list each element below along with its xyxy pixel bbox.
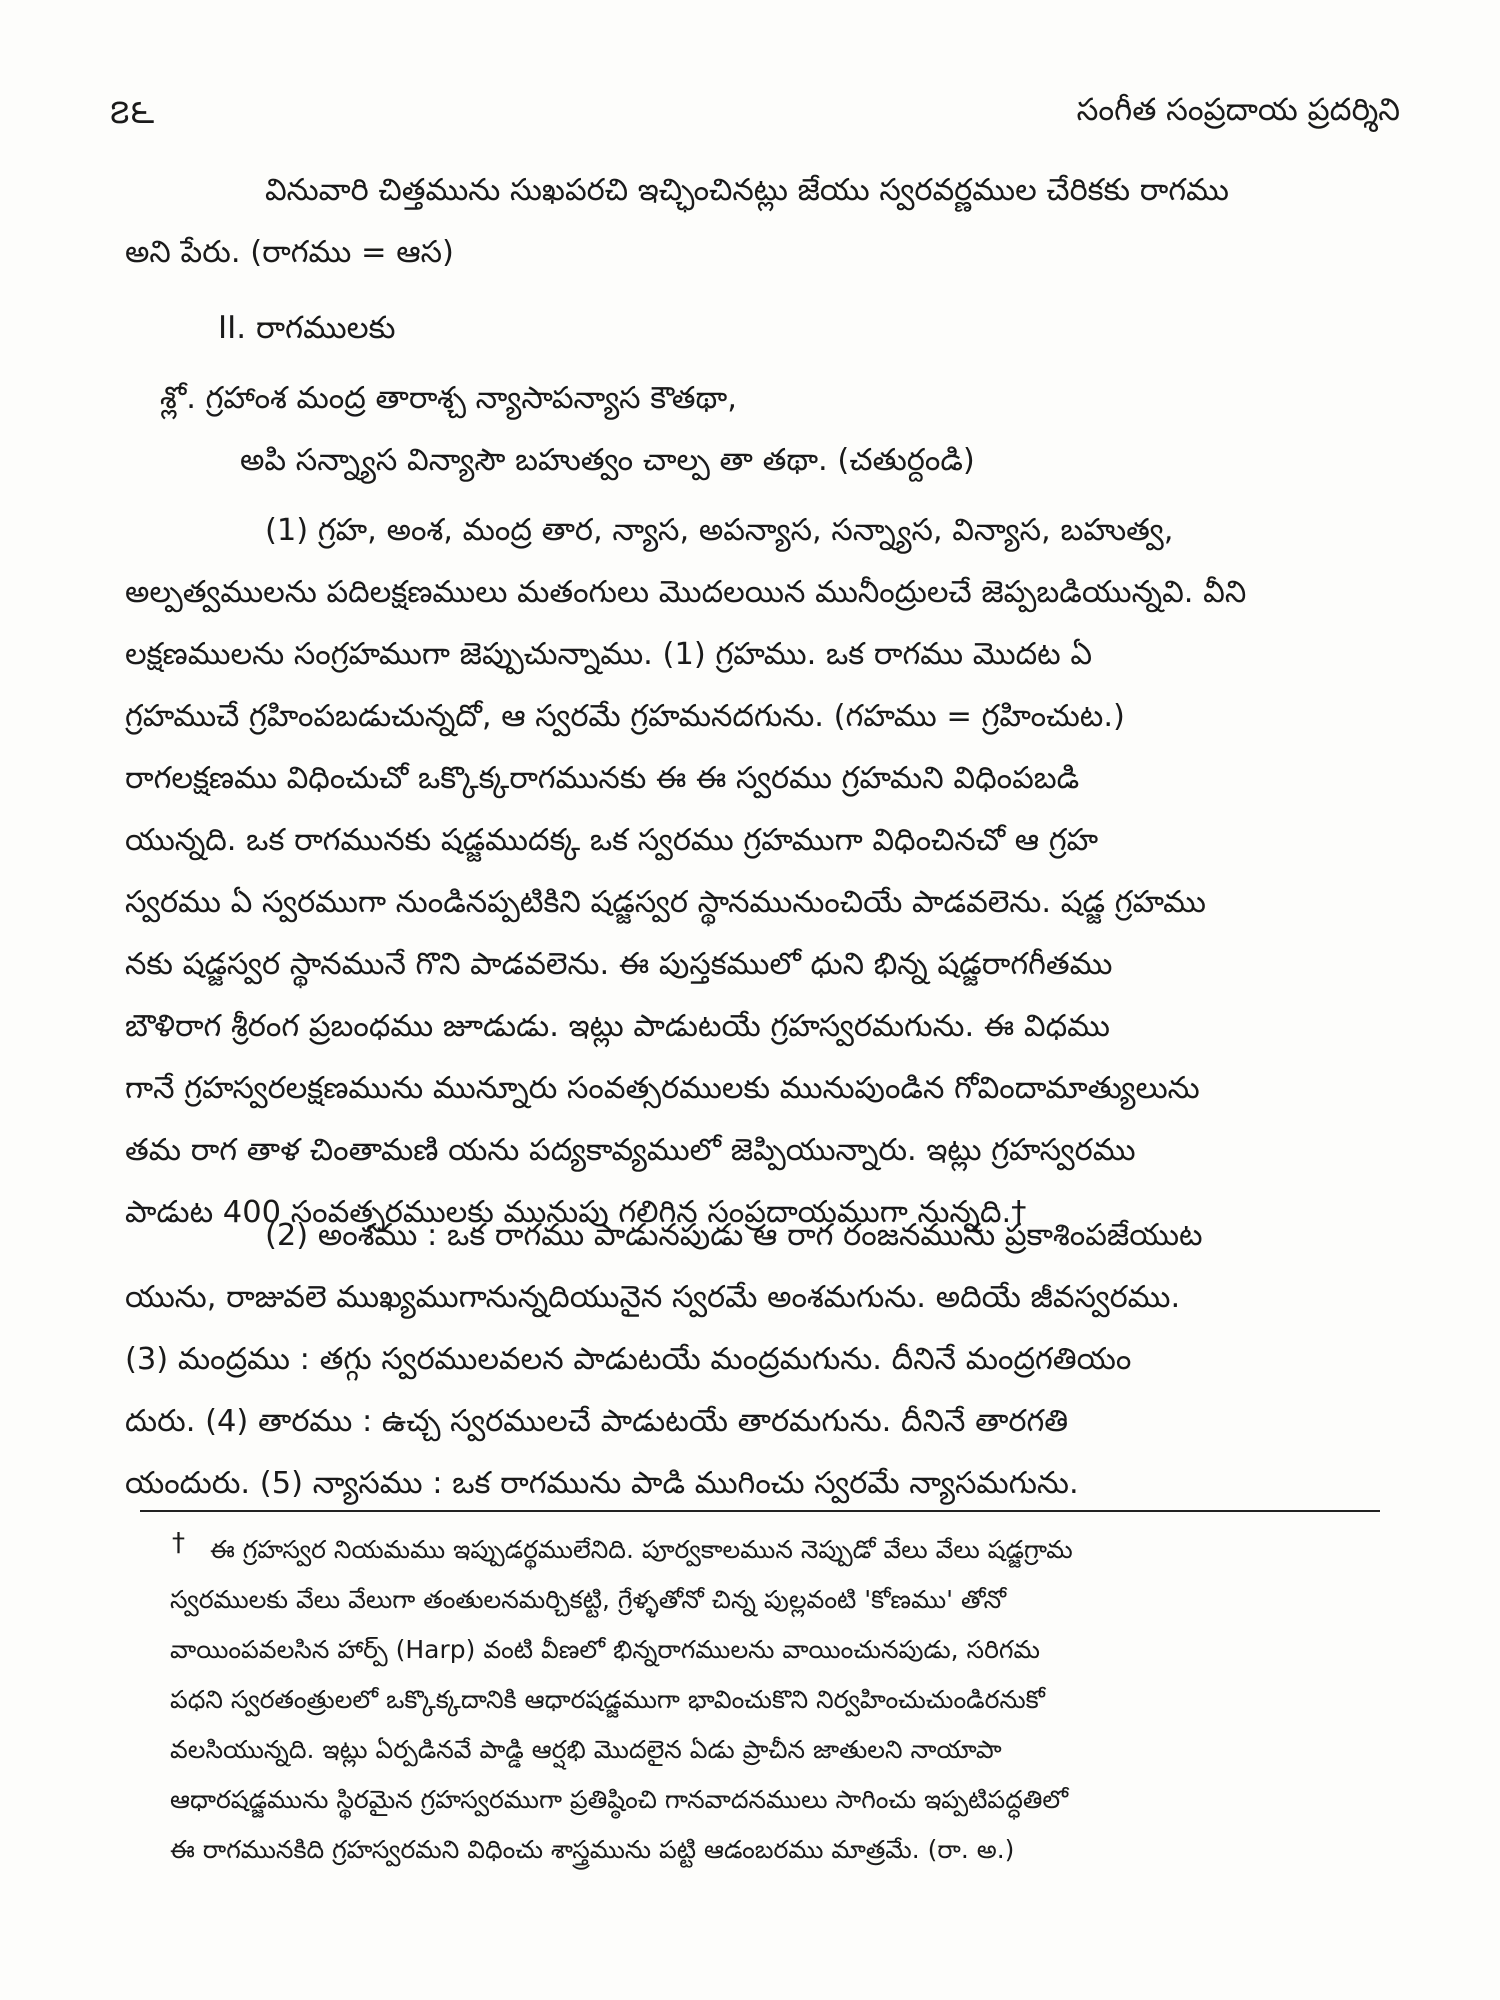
footnote (170, 1525, 1390, 1875)
text-line: బౌళిరాగ శ్రీరంగ ప్రబంధము జూడుడు. ఇట్లు పాడుటయే గ్రహస్వరమగును. ఈ విధము (125, 1009, 1110, 1044)
paragraph-amsha-nyasa (125, 1205, 1395, 1515)
running-title: సంగీత సంప్రదాయ ప్రదర్శిని (1076, 92, 1400, 128)
text-line: యును, రాజువలె ముఖ్యముగానున్నదియునైన స్వరమే అంశమగును. అదియే జీవస్వరము. (125, 1280, 1181, 1315)
footnote-line: ఈ గ్రహస్వర నియమము ఇప్పుడర్థములేనిది. పూర్వకాలమున నెప్పుడో వేలు వేలు షడ్జగ్రామ (210, 1535, 1073, 1564)
verse-line: అపి సన్న్యాస విన్యాసౌ బహుత్వం చాల్ప తా తథా. (చతుర్దండి) (240, 443, 975, 478)
footnote-divider (140, 1510, 1380, 1512)
footnote-line: ఆధారషడ్జమును స్థిరమైన గ్రహస్వరముగా ప్రతిష్ఠించి గానవాదనములు సాగించు ఇప్పటిపద్ధతిలో (170, 1785, 1069, 1814)
sloka-verse (160, 368, 975, 492)
text-line: లక్షణములను సంగ్రహముగా జెప్పుచున్నాము. (1) గ్రహము. ఒక రాగము మొదట ఏ (125, 637, 1093, 672)
text-line: గానే గ్రహస్వరలక్షణమును మున్నూరు సంవత్సరములకు మునుపుండిన గోవిందామాత్యులును (125, 1071, 1200, 1106)
section-heading: II. రాగములకు (218, 310, 396, 346)
footnote-line: స్వరములకు వేలు వేలుగా తంతులనమర్చికట్టి, గ్రేళ్ళతోనో చిన్న పుల్లవంటి 'కోణము' తోనో (170, 1585, 1007, 1614)
verse-line: శ్లో. గ్రహాంశ మంద్ర తారాశ్చ న్యాసాపన్యాస కౌతథా, (160, 381, 737, 416)
text-line: (2) అంశము : ఒక రాగము పాడునపుడు ఆ రాగ రంజనమును ప్రకాశింపజేయుట (265, 1218, 1203, 1253)
text-line: పాడుట 400 సంవత్సరములకు మునుపు గలిగిన సంప్రదాయముగా నున్నది.† (125, 1195, 1027, 1230)
text-line: యందురు. (5) న్యాసము : ఒక రాగమును పాడి ముగించు స్వరమే న్యాసమగును. (125, 1466, 1079, 1501)
text-line: (1) గ్రహ, అంశ, మంద్ర తార, న్యాస, అపన్యాస, సన్న్యాస, విన్యాస, బహుత్వ, (265, 513, 1174, 548)
footnote-line: ఈ రాగమునకిది గ్రహస్వరమని విధించు శాస్త్రమును పట్టి ఆడంబరము మాత్రమే. (రా. అ.) (170, 1835, 1015, 1864)
text-line: అల్పత్వములను పదిలక్షణములు మతంగులు మొదలయిన మునీంద్రులచే జెప్పబడియున్నవి. వీని (125, 575, 1247, 610)
footnote-marker: † (172, 1528, 185, 1558)
footnote-line: వలసియున్నది. ఇట్లు ఏర్పడినవే పాడ్డి ఆర్షభి మొదలైన ఏడు ప్రాచీన జాతులని నాయాపా (170, 1735, 1002, 1764)
text-line: నకు షడ్జస్వర స్థానమునే గొని పాడవలెను. ఈ పుస్తకములో ధుని భిన్న షడ్జరాగగీతము (125, 947, 1113, 982)
text-line: రాగలక్షణము విధించుచో ఒక్కొక్కరాగమునకు ఈ ఈ స్వరము గ్రహమని విధింపబడి (125, 761, 1080, 796)
paragraph-graha (125, 500, 1395, 1244)
footnote-line: వాయింపవలసిన హార్ప్ (Harp) వంటి వీణలో భిన్నరాగములను వాయించునపుడు, సరిగమ (170, 1635, 1040, 1664)
text-line: యున్నది. ఒక రాగమునకు షడ్జముదక్క ఒక స్వరము గ్రహముగా విధించినచో ఆ గ్రహ (125, 823, 1099, 858)
text-line: వినువారి చిత్తమును సుఖపరచి ఇచ్ఛించినట్లు జేయు స్వరవర్ణముల చేరికకు రాగము (265, 173, 1229, 208)
paragraph-raga-definition (125, 160, 1395, 284)
text-line: గ్రహముచే గ్రహింపబడుచున్నదో, ఆ స్వరమే గ్రహమనదగును. (గహము = గ్రహించుట.) (125, 699, 1125, 734)
text-line: స్వరము ఏ స్వరముగా నుండినప్పటికిని షడ్జస్వర స్థానమునుంచియే పాడవలెను. షడ్జ గ్రహము (125, 885, 1206, 920)
text-line: (3) మంద్రము : తగ్గు స్వరములవలన పాడుటయే మంద్రమగును. దీనినే మంద్రగతియం (125, 1342, 1132, 1377)
page-number: ౭౬ (110, 92, 156, 132)
text-line: అని పేరు. (రాగము = ఆస) (125, 235, 454, 270)
footnote-line: పధని స్వరతంత్రులలో ఒక్కొక్కదానికి ఆధారషడ్జముగా భావించుకొని నిర్వహించుచుండిరనుకో (170, 1685, 1045, 1714)
text-line: తమ రాగ తాళ చింతామణి యను పద్యకావ్యములో జెప్పియున్నారు. ఇట్లు గ్రహస్వరము (125, 1133, 1136, 1168)
text-line: దురు. (4) తారము : ఉచ్చ స్వరములచే పాడుటయే తారమగును. దీనినే తారగతి (125, 1404, 1069, 1439)
